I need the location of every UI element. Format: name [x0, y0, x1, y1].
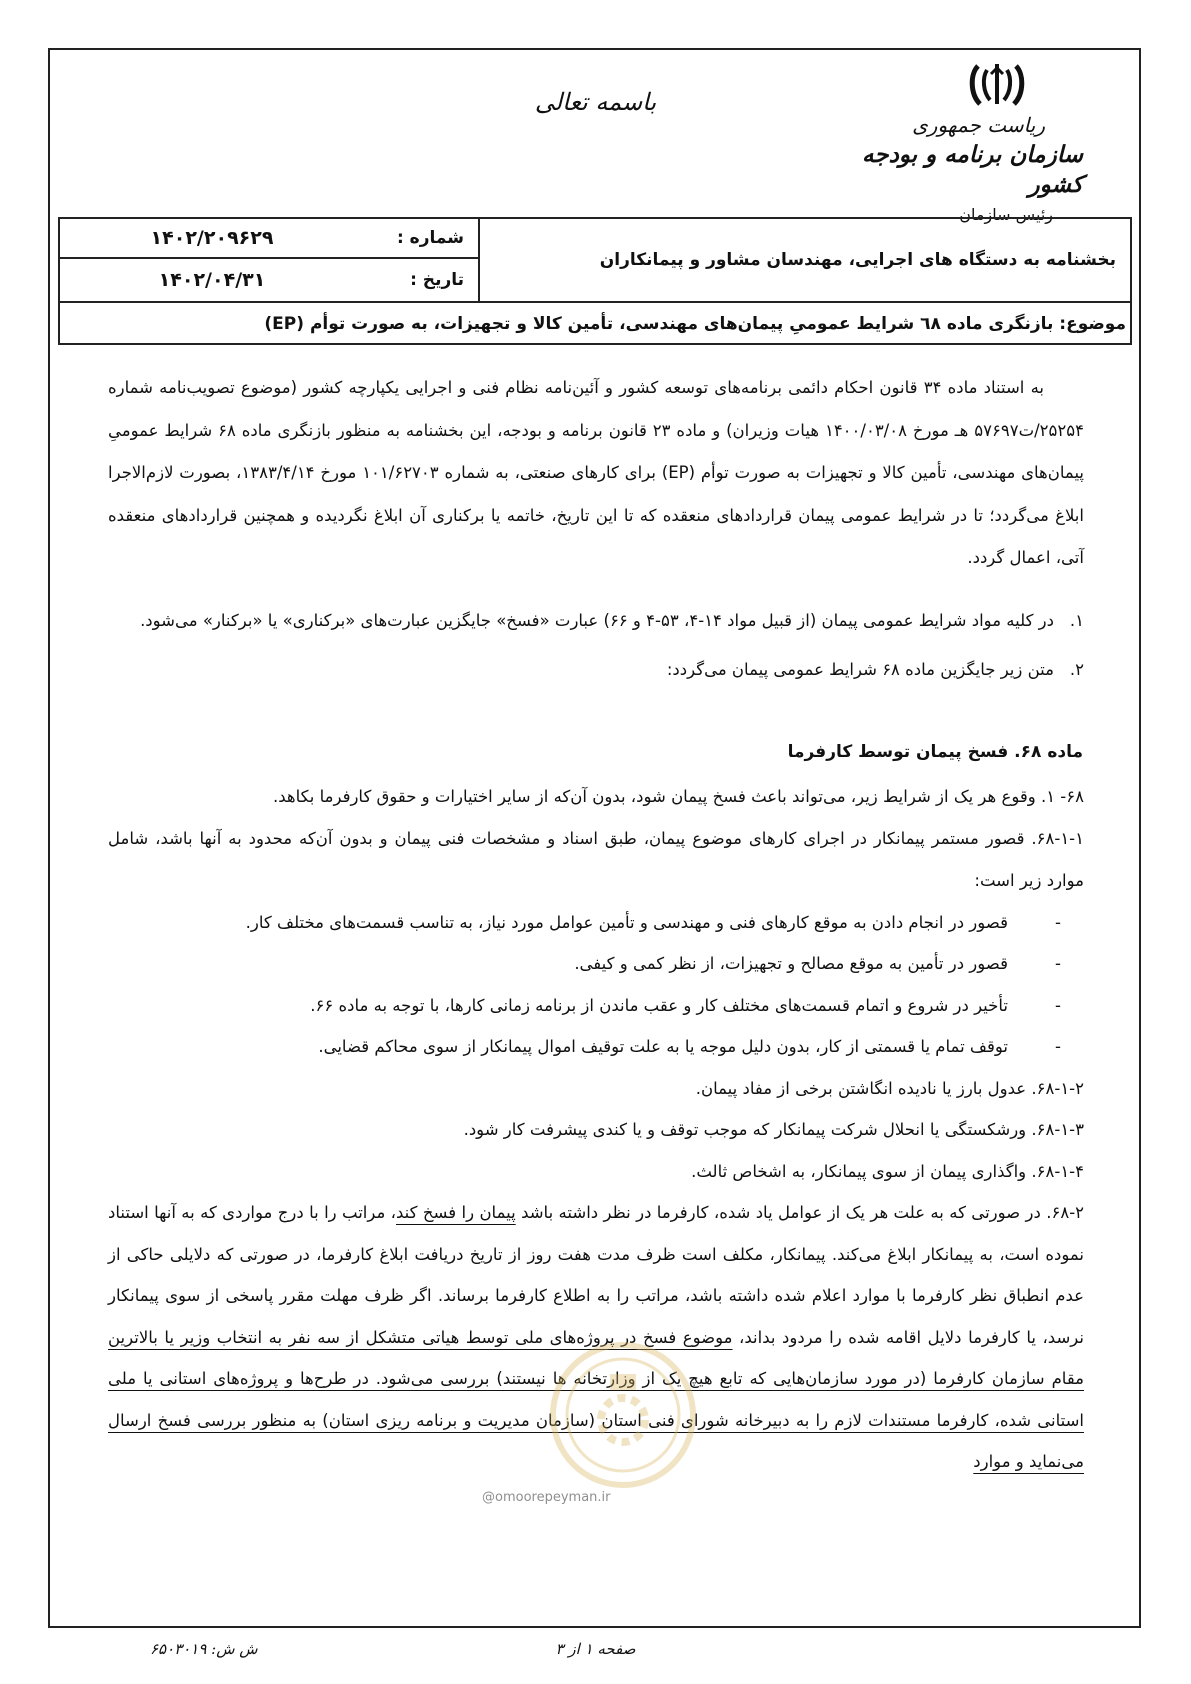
article-68-title: ماده ۶۸. فسخ پیمان توسط کارفرما: [787, 742, 1083, 762]
letter-date-row: [60, 260, 478, 300]
list-item-number: ۱.: [1069, 611, 1084, 630]
document-code: ش ش: ۶۵۰۳۰۱۹: [150, 1640, 258, 1658]
bullet-item: [108, 943, 1084, 984]
letter-header-table: [58, 217, 1132, 345]
page-number: صفحه ۱ از ۳: [555, 1640, 636, 1658]
bullet-item: [108, 985, 1084, 1026]
letter-number-value: ۱۴۰۲/۲۰۹۶۲۹: [150, 227, 274, 249]
bullet-item: [108, 902, 1084, 943]
clause-68-2-underlined-a: پیمان را فسخ کند: [396, 1203, 516, 1222]
bullet-dash: -: [1055, 1037, 1061, 1056]
list-item-number: ۲.: [1069, 660, 1084, 679]
bullet-dash: -: [1055, 913, 1061, 932]
bullet-text: قصور در تأمین به موقع مصالح و تجهیزات، از نظر کمی و کیفی.: [574, 954, 1008, 973]
bullet-dash: -: [1055, 954, 1061, 973]
bullet-text: تأخیر در شروع و اتمام قسمت‌های مختلف کار و عقب ماندن از برنامه زمانی کارها، با توجه به ماده ۶۶.: [310, 996, 1008, 1015]
organization-name: [843, 110, 1083, 230]
list-item-text: در کلیه مواد شرایط عمومی پیمان (از قبیل مواد ۱۴-۴، ۵۳-۴ و ۶۶) عبارت «فسخ» جایگزین عبارت‌های «برکناری» یا «برکنار» می‌شود.: [140, 611, 1054, 630]
clause-68-2-text-a: ۶۸-۲. در صورتی که به علت هر یک از عوامل یاد شده، کارفرما در نظر داشته باشد: [515, 1203, 1085, 1222]
watermark-site: @omoorepeyman.ir: [482, 1490, 611, 1505]
bullet-item: [108, 1026, 1084, 1067]
addressee: بخشنامه به دستگاه های اجرایی، مهندسان مشاور و پیمانکاران: [478, 219, 1130, 301]
bullet-text: قصور در انجام دادن به موقع کارهای فنی و مهندسی و تأمین عوامل مورد نیاز، به تناسب قسمت‌های مختلف کار.: [245, 913, 1008, 932]
clause-68-1-2: ۶۸-۱-۲. عدول بارز یا نادیده انگاشتن برخی از مفاد پیمان.: [695, 1079, 1084, 1098]
clause-68-1-3: ۶۸-۱-۳. ورشکستگی یا انحلال شرکت پیمانکار که موجب توقف و یا کندی پیشرفت کار شود.: [463, 1120, 1084, 1139]
list-item: [108, 649, 1084, 690]
letter-date-value: ۱۴۰۲/۰۴/۳۱: [158, 269, 266, 291]
bullet-dash: -: [1055, 996, 1061, 1015]
bullet-text: توقف تمام یا قسمتی از کار، بدون دلیل موجه یا به علت توقیف اموال پیمانکار از سوی محاکم قضایی.: [318, 1037, 1008, 1056]
numbered-list: [108, 600, 1084, 698]
list-item: [108, 600, 1084, 641]
letter-number-row: [60, 219, 478, 259]
letter-number-label: شماره :: [396, 228, 464, 248]
clause-68-1-1: ۶۸-۱-۱. قصور مستمر پیمانکار در اجرای کارهای موضوع پیمان، طبق اسناد و مشخصات فنی پیمان و بدون آن‌که محدود به آنها باشد، شامل موارد زیر است:: [108, 829, 1084, 890]
clause-68-2-underlined-b: موضوع فسخ در پروژه‌های ملی توسط هیاتی متشکل از سه نفر به انتخاب وزیر یا بالاترین مقام سازمان کارفرما (در مورد سازمان‌هایی که تابع هیچ یک از وزارتخانه ها نیستند) بررسی می‌شود. در طرح‌ها و پروژه‌های استانی یا ملی استانی شده، کارفرما مستندات لازم را به دبیرخانه شورای فنی استان (سازمان مدیریت و برنامه ریزی استان) به منظور بررسی فسخ ارسال می‌نماید و موارد: [108, 1327, 1084, 1471]
letter-date-label: تاریخ :: [410, 270, 464, 290]
org-line-head: رئیس سازمان: [959, 205, 1053, 224]
letter-subject: موضوع: بازنگری ماده ٦٨ شرایط عمومیِ پیمان‌های مهندسی، تأمین کالا و تجهیزات، به صورت توأم (EP): [60, 301, 1130, 345]
intro-paragraph: به استناد ماده ۳۴ قانون احکام دائمی برنامه‌های توسعه کشور و آئین‌نامه نظام فنی و اجرایی یکپارچه کشور (موضوع تصویب‌نامه شماره ۲۵۲۵۴/ت۵۷۶۹۷ هـ مورخ ۱۴۰۰/۰۳/۰۸ هیات وزیران) و ماده ۲۳ قانون برنامه و بودجه، این بخشنامه به منظور بازنگری ماده ۶۸ شرایط عمومیِ پیمان‌های مهندسی، تأمین کالا و تجهیزات به صورت توأم (EP) برای کارهای صنعتی، به شماره ۱۰۱/۶۲۷۰۳ مورخ ۱۳۸۳/۴/۱۴، بصورت لازم‌الاجرا ابلاغ می‌گردد؛ تا در شرایط عمومی پیمان قراردادهای منعقده که تا این تاریخ، خاتمه یا برکناری آن ابلاغ نگردیده و همچنین قراردادهای منعقده آتی، اعمال گردد.: [108, 378, 1085, 567]
list-item-text: متن زیر جایگزین ماده ۶۸ شرایط عمومی پیمان می‌گردد:: [666, 660, 1054, 679]
bismillah: باسمه تعالی: [534, 88, 657, 116]
watermark-seal-icon: [548, 1340, 698, 1490]
org-line-budget-organization: سازمان برنامه و بودجه کشور: [862, 141, 1083, 198]
clause-68-1-4: ۶۸-۱-۴. واگذاری پیمان از سوی پیمانکار، به اشخاص ثالث.: [691, 1162, 1084, 1181]
org-line-presidency: ریاست جمهوری: [912, 113, 1045, 137]
clause-68-1: ۶۸- ۱. وقوع هر یک از شرایط زیر، می‌تواند باعث فسخ پیمان شود، بدون آن‌که از سایر اختیارات و حقوق کارفرما بکاهد.: [273, 787, 1084, 806]
clause-68-2-text-b: ، مراتب را با درج مواردی که به آنها استناد نموده است، به پیمانکار ابلاغ می‌کند. پیمانکار، مکلف است ظرف مدت هفت روز از تاریخ دریافت ابلاغ کارفرما، در صورتی که دلایلی حاکی از عدم انطباق نظر کارفرما با موارد اعلام شده داشته باشد، مراتب را به اطلاع کارفرما برساند. اگر ظرف مهلت مقرر پاسخی از سوی پیمانکار نرسد، یا کارفرما دلایل اقامه شده را مردود بداند،: [108, 1203, 1084, 1347]
